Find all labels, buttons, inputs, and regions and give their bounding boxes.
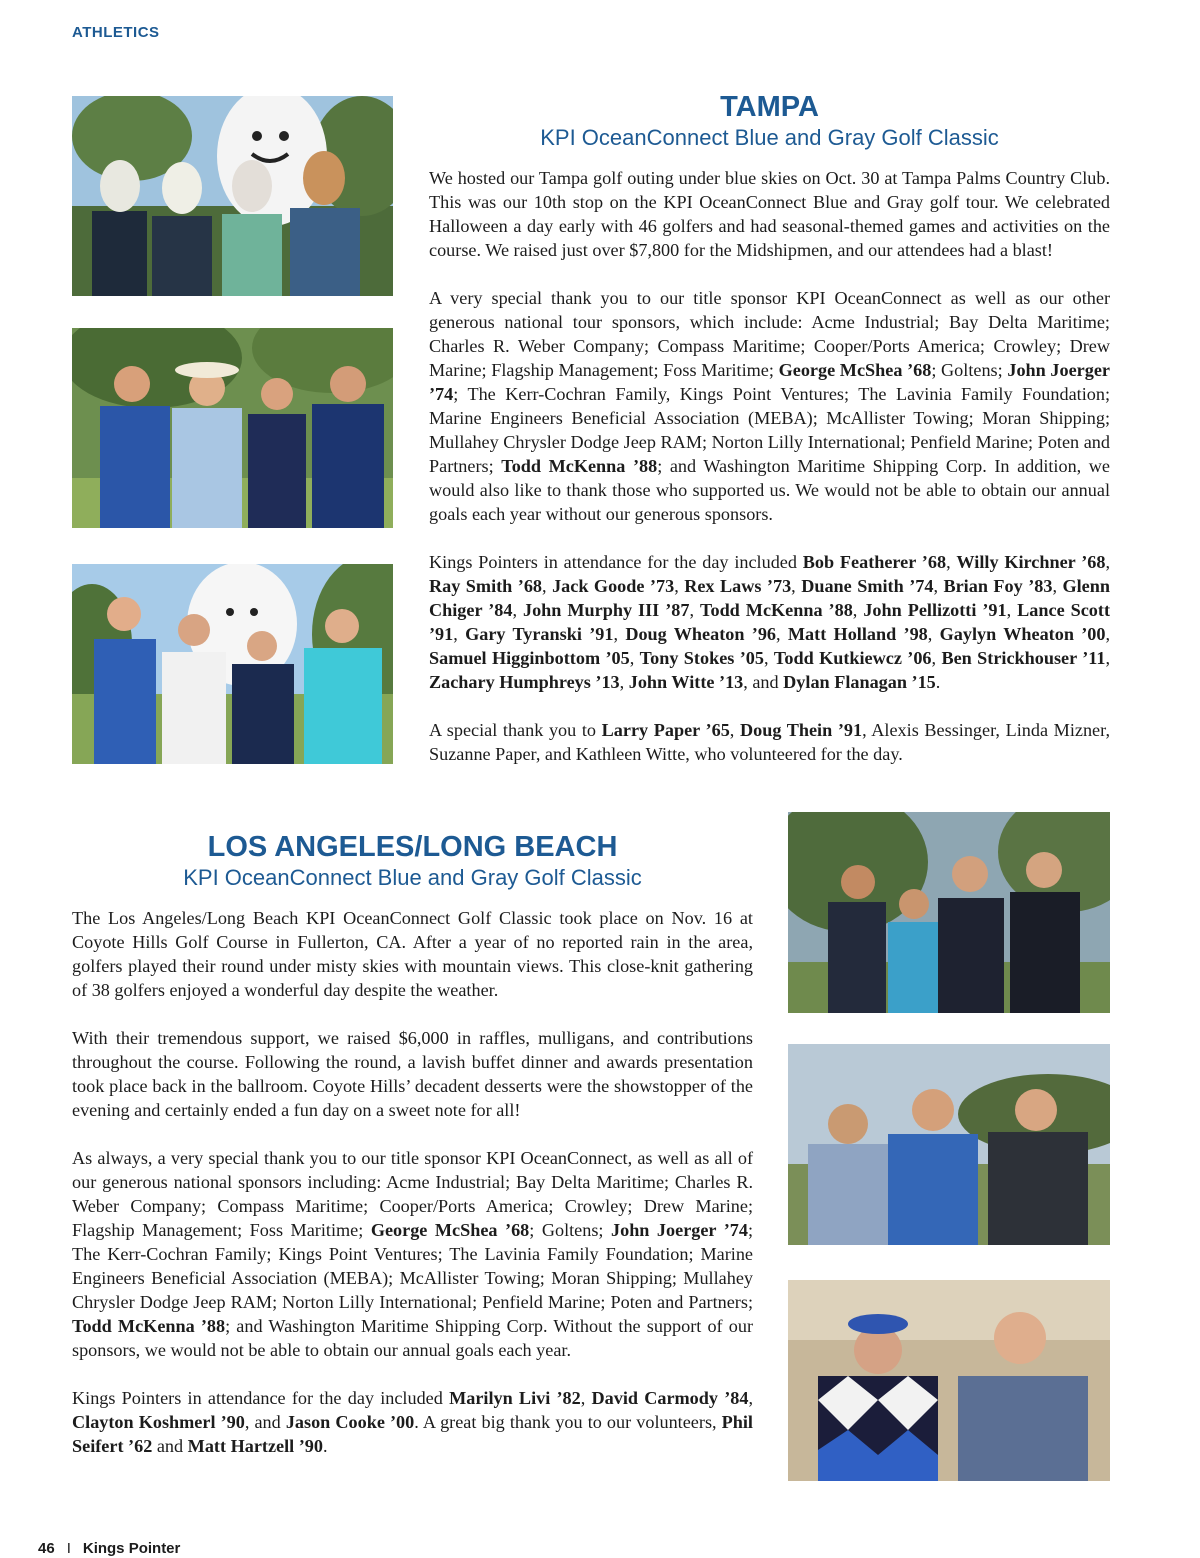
la-photo-duo-indoor <box>788 1280 1110 1481</box>
bold-name: Larry Paper ’65 <box>601 720 730 740</box>
bold-name: Gary Tyranski ’91 <box>465 624 614 644</box>
bold-name: Ben Strickhouser ’11 <box>941 648 1106 668</box>
text-run: , <box>931 648 942 668</box>
bold-name: Jason Cooke ’00 <box>285 1412 415 1432</box>
text-run: . <box>935 672 941 692</box>
bold-name: Ray Smith ’68 <box>429 576 543 596</box>
text-run: , <box>619 672 629 692</box>
text-run: , <box>1052 576 1063 596</box>
bold-name: Todd Kutkiewcz ’06 <box>773 648 932 668</box>
bold-name: Lance Scott ’91 <box>429 600 1111 644</box>
text-run: . <box>323 1436 328 1456</box>
tampa-paragraph-1: We hosted our Tampa golf outing under blue skies on Oct. 30 at Tampa Palms Country Club. This was our 10th stop on the KPI OceanConnect Blue and Gray golf tour. We celebrated Halloween a day early with 46 golfers and had seasonal-themed games and activities on the course. We raised just over $7,800 for the Midshipmen, and our attendees had a blast! <box>429 168 1110 260</box>
text-run: ; and Washington Maritime Shipping Corp. In addition, we would also like to thank those who supported us. We would not be able to obtain our annual goals each year without our generous sponsors. <box>429 456 1111 524</box>
tampa-paragraph-2 <box>429 286 1110 526</box>
bold-name: Phil Seifert ’62 <box>72 1412 753 1456</box>
bold-name: Marilyn Livi ’82 <box>449 1388 581 1408</box>
text-run: , <box>453 624 466 644</box>
text-run: Kings Pointers in attendance for the day included <box>72 1388 450 1408</box>
text-run: , <box>763 648 774 668</box>
bold-name: Zachary Humphreys ’13 <box>429 672 620 692</box>
bold-name: John Murphy III ’87 <box>522 600 690 620</box>
bold-name: Brian Foy ’83 <box>943 576 1053 596</box>
bold-name: John Witte ’13 <box>628 672 744 692</box>
bold-name: Clayton Koshmerl ’90 <box>72 1412 245 1432</box>
la-paragraph-2: With their tremendous support, we raised $6,000 in raffles, mulligans, and contributions throughout the course. Following the round, a lavish buffet dinner and awards presentation took place back in the ballroom. Coyote Hills’ decadent desserts were the showstopper of the evening and certainly ended a fun day on a sweet note for all! <box>72 1028 753 1120</box>
bold-name: Todd McKenna ’88 <box>700 600 853 620</box>
tampa-article <box>429 90 1110 790</box>
text-run: , <box>927 624 940 644</box>
text-run: A very special thank you to our title sponsor KPI OceanConnect as well as our other generous national tour sponsors, which include: Acme Industrial; Bay Delta Maritime; Charles R. Weber Company; Compass Maritime; Cooper/Ports America; Crowley; Drew Marine; Flagship Management; Foss Maritime; <box>429 288 1110 380</box>
tampa-photo-inflatable-group <box>72 564 393 764</box>
bold-name: George McShea ’68 <box>778 360 932 380</box>
text-run: ; The Kerr-Cochran Family; Kings Point Ventures; The Lavinia Family Foundation; Marine Engineers Beneficial Association (MEBA); McAllister Towing; Moran Shipping; Mullahey Chrysler Dodge Jeep RAM; Norton Lilly International; Penfield Marine; Poten and Partners; <box>72 1220 753 1312</box>
bold-name: Todd McKenna ’88 <box>501 456 658 476</box>
text-run: , and <box>743 672 784 692</box>
text-run: , <box>1105 552 1111 572</box>
la-paragraph-3 <box>72 1146 753 1362</box>
bold-name: Matt Holland ’98 <box>787 624 928 644</box>
text-run: , <box>852 600 864 620</box>
tampa-subtitle: KPI OceanConnect Blue and Gray Golf Classic <box>540 125 999 150</box>
text-run: ; Goltens; <box>529 1220 611 1240</box>
text-run: , <box>1105 648 1111 668</box>
text-run: , and <box>244 1412 286 1432</box>
text-run: and <box>152 1436 188 1456</box>
bold-name: Tony Stokes ’05 <box>639 648 764 668</box>
text-run: , <box>748 1388 753 1408</box>
text-run: Kings Pointers in attendance for the day included <box>429 552 803 572</box>
text-run: , <box>946 552 957 572</box>
bold-name: Duane Smith ’74 <box>801 576 934 596</box>
bold-name: Glenn Chiger ’84 <box>429 576 1110 620</box>
bold-name: Gaylyn Wheaton ’00 <box>939 624 1106 644</box>
text-run: , <box>776 624 788 644</box>
la-photo-trio <box>788 1044 1110 1245</box>
text-run: , <box>542 576 553 596</box>
la-paragraph-4 <box>72 1386 753 1458</box>
text-run: ; Goltens; <box>931 360 1008 380</box>
bold-name: Bob Featherer ’68 <box>802 552 947 572</box>
bold-name: Rex Laws ’73 <box>684 576 792 596</box>
la-photo-group-of-four <box>788 812 1110 1013</box>
text-run: ; and Washington Maritime Shipping Corp. Without the support of our sponsors, we would not be able to obtain our annual goals each year. <box>72 1316 754 1360</box>
bold-name: John Pellizotti ’91 <box>863 600 1007 620</box>
tampa-paragraph-3 <box>429 550 1110 694</box>
bold-name: Samuel Higginbottom ’05 <box>429 648 630 668</box>
bold-name: Jack Goode ’73 <box>552 576 675 596</box>
bold-name: Willy Kirchner ’68 <box>956 552 1106 572</box>
text-run: A special thank you to <box>429 720 602 740</box>
text-run: , <box>613 624 626 644</box>
text-run: , Alexis Bessinger, Linda Mizner, Suzanne Paper, and Kathleen Witte, who volunteered for the day. <box>429 720 1111 764</box>
bold-name: Doug Thein ’91 <box>739 720 863 740</box>
bold-name: John Joerger ’74 <box>611 1220 748 1240</box>
text-run: , <box>580 1388 592 1408</box>
text-run: , <box>729 720 740 740</box>
tampa-title: TAMPA <box>720 91 819 123</box>
text-run: ; The Kerr-Cochran Family, Kings Point Ventures; The Lavinia Family Foundation; Marine Engineers Beneficial Association (MEBA); McAllister Towing; Moran Shipping; Mullahey Chrysler Dodge Jeep RAM; Norton Lilly International; Penfield Marine; Poten and Partners; <box>429 384 1110 476</box>
tampa-photo-masked-golfers <box>72 96 393 296</box>
page-number: 46 <box>38 1540 55 1557</box>
text-run: As always, a very special thank you to our title sponsor KPI OceanConnect, as well as all of our generous national sponsors including: Acme Industrial; Bay Delta Maritime; Charles R. Weber Company; Compass Maritime; Cooper/Ports America; Crowley; Drew Marine; Flagship Management; Foss Maritime; <box>72 1148 753 1240</box>
bold-name: David Carmody ’84 <box>591 1388 749 1408</box>
la-title: LOS ANGELES/LONG BEACH <box>207 831 618 863</box>
text-run: . A great big thank you to our volunteers, <box>414 1412 722 1432</box>
text-run: , <box>1105 624 1111 644</box>
bold-name: Matt Hartzell ’90 <box>187 1436 323 1456</box>
tampa-photo-foursome <box>72 328 393 528</box>
la-article <box>72 830 753 1482</box>
bold-name: George McShea ’68 <box>370 1220 530 1240</box>
publication-name: Kings Pointer <box>82 1540 181 1557</box>
text-run: , <box>689 600 701 620</box>
text-run: , <box>791 576 802 596</box>
text-run: , <box>933 576 944 596</box>
bold-name: Dylan Flanagan ’15 <box>783 672 936 692</box>
page-footer <box>38 1540 180 1557</box>
la-subtitle: KPI OceanConnect Blue and Gray Golf Classic <box>183 865 642 890</box>
footer-separator: I <box>66 1540 71 1557</box>
la-paragraph-1: The Los Angeles/Long Beach KPI OceanConnect Golf Classic took place on Nov. 16 at Coyote Hills Golf Course in Fullerton, CA. After a year of no reported rain in the area, golfers played their round under misty skies with mountain views. This close-knit gathering of 38 golfers enjoyed a wonderful day despite the weather. <box>72 908 753 1000</box>
text-run: , <box>629 648 640 668</box>
bold-name: John Joerger ’74 <box>429 360 1110 404</box>
text-run: , <box>674 576 685 596</box>
text-run: , <box>1006 600 1018 620</box>
bold-name: Doug Wheaton ’96 <box>625 624 777 644</box>
bold-name: Todd McKenna ’88 <box>72 1316 226 1336</box>
text-run: , <box>512 600 523 620</box>
section-label: ATHLETICS <box>72 24 160 41</box>
tampa-paragraph-4 <box>429 718 1110 766</box>
